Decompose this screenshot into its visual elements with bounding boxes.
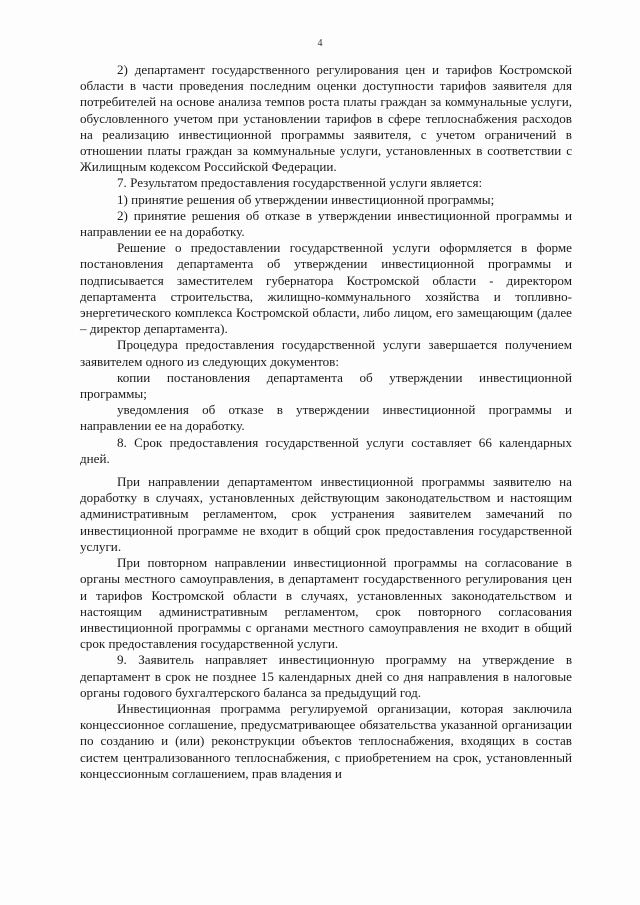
paragraph: Решение о предоставлении государственной услуги оформляется в форме постановления департамента об утверждении инвестиционной программы и подписывается заместителем губернатора Костромской области - директором департамента строительства, жилищно-коммунального хозяйства и топливно-энергетического комплекса Костромской области, либо лицом, его замещающим (далее – директор департамента). <box>80 240 572 337</box>
paragraph: 1) принятие решения об утверждении инвестиционной программы; <box>117 191 495 207</box>
paragraph: 8. Срок предоставления государственной услуги составляет 66 календарных дней. <box>80 434 572 466</box>
paragraph: 2) департамент государственного регулирования цен и тарифов Костромской области в части проведения последним оценки доступности тарифов заявителя для потребителей на основе анализа темпов роста платы граждан за коммунальные услуги, обусловленного учетом при установлении тарифов в сфере теплоснабжения расходов на реализацию инвестиционной программы заявителя, с учетом ограничений в отношении платы граждан за коммунальные услуги, установленных в соответствии с Жилищным кодексом Российской Федерации. <box>80 62 572 175</box>
document-body <box>80 62 572 782</box>
paragraph: копии постановления департамента об утверждении инвестиционной программы; <box>80 369 572 402</box>
paragraph: уведомления об отказе в утверждении инвестиционной программы и направлении ее на доработку. <box>80 402 572 434</box>
paragraph: Инвестиционная программа регулируемой организации, которая заключила концессионное соглашение, предусматривающее обязательства указанной организации по созданию и (или) реконструкции объектов теплоснабжения, входящих в состав систем централизованного теплоснабжения, с приобретением на срок, установленный концессионным соглашением, прав владения и <box>80 700 572 781</box>
page-number: 4 <box>317 38 323 49</box>
paragraph: При повторном направлении инвестиционной программы на согласование в органы местного самоуправления, в департамент государственного регулирования цен и тарифов Костромской области в случаях, установленных законодательством и настоящим административным регламентом, срок повторного согласования инвестиционной программы с органами местного самоуправления не входит в общий срок предоставления государственной услуги. <box>80 555 572 652</box>
paragraph: При направлении департаментом инвестиционной программы заявителю на доработку в случаях, установленных действующим законодательством и настоящим административным регламентом, срок устранения заявителем замечаний по инвестиционной программе не входит в общий срок предоставления государственной услуги. <box>80 474 572 554</box>
paragraph: Процедура предоставления государственной услуги завершается получением заявителем одного из следующих документов: <box>80 337 572 369</box>
paragraph: 2) принятие решения об отказе в утверждении инвестиционной программы и направлении ее на доработку. <box>80 207 572 240</box>
paragraph: 9. Заявитель направляет инвестиционную программу на утверждение в департамент в срок не позднее 15 календарных дней со дня направления в налоговые органы годового бухгалтерского баланса за предыдущий год. <box>80 652 572 700</box>
paragraph: 7. Результатом предоставления государственной услуги является: <box>117 175 483 191</box>
